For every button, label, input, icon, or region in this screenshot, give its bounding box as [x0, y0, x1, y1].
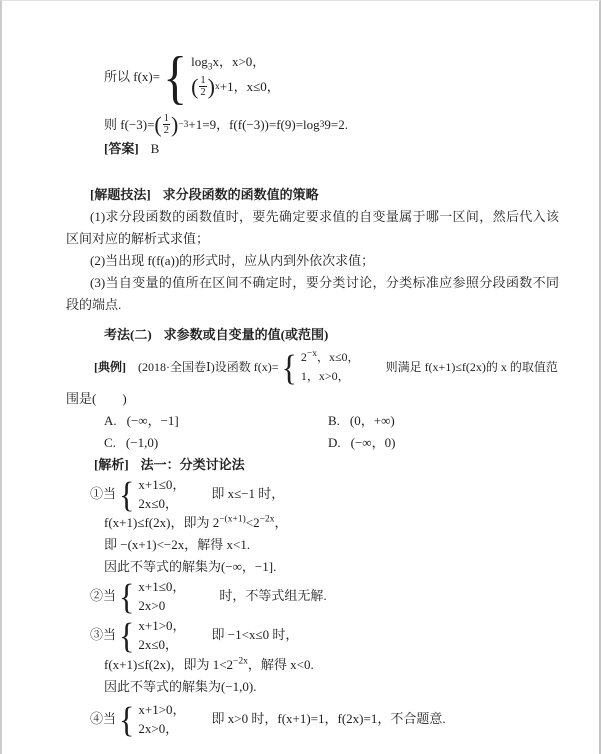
piecewise-case-top: [191, 52, 280, 71]
eval-tail-text: 9=2.: [324, 116, 348, 132]
case-1-ineq-bottom: 2x≤0，: [138, 496, 179, 511]
case-3-ineq-top: x+1>0，: [138, 618, 186, 633]
fraction-denominator: 2: [163, 125, 169, 136]
case-3-conclusion: 即 −1<x≤0 时，: [211, 627, 299, 642]
exponent-neg-x-plus-1: −(x+1): [219, 514, 246, 525]
option-b-value: (0，+∞): [349, 413, 395, 428]
right-paren: ): [170, 111, 179, 137]
section2-title: 求参数或自变量的值(或范围): [163, 327, 329, 342]
left-brace-icon: {: [119, 575, 135, 617]
derivation-1-text: f(x+1)≤f(2x)，即为 2: [104, 515, 220, 530]
option-c: [104, 432, 328, 454]
option-d: [328, 432, 552, 454]
example-case-top-condition: ，x≤0，: [316, 350, 360, 364]
example-case-top: [301, 348, 360, 367]
case-2-block: [90, 575, 559, 617]
log-function-text: log: [191, 53, 208, 69]
example-intro-text: (2018·全国卷Ⅰ)设函数 f(x)=: [138, 360, 279, 374]
section2-heading: [104, 324, 559, 346]
exponent-minus-x: −x: [306, 349, 317, 359]
left-brace-icon: {: [163, 43, 188, 111]
example-statement: [94, 346, 559, 388]
fraction-denominator: 2: [200, 87, 206, 98]
technique-label: [解题技法]: [90, 187, 151, 202]
case-2-conclusion: 时，不等式组无解.: [219, 588, 327, 603]
formula-fx-piecewise: [104, 43, 559, 111]
example-question-text: 则满足 f(x+1)≤f(2x)的 x 的取值范: [385, 360, 558, 374]
derivation-4-text: f(x+1)≤f(2x)，即为 1<2: [104, 657, 234, 672]
options-row-1: [104, 410, 559, 432]
formula-evaluation-line: 则 f(−3)= ( $\frac{1}{2}$ ) −3 +1=9，f(f(−3))=f(9)=log 3 9=2.: [104, 111, 348, 137]
option-a-letter: A.: [104, 413, 117, 428]
left-brace-icon: {: [119, 698, 135, 740]
eval-middle-text: +1=9，f(f(−3))=f(9)=log: [188, 116, 320, 132]
left-paren: (: [154, 111, 162, 137]
case-4-system: [138, 700, 185, 738]
option-c-value: (−1,0): [125, 435, 159, 450]
half-power-term: ( $\frac{1}{2}$ ) −3: [154, 111, 189, 137]
case-2-system: [138, 577, 185, 615]
case-2-ineq-top: x+1≤0，: [138, 579, 186, 594]
derivation-5: 因此不等式的解集为(−1,0).: [104, 679, 257, 694]
example-case-bottom: 1，x>0，: [300, 369, 350, 383]
case-2-marker: ②当: [90, 588, 117, 603]
option-d-letter: D.: [328, 435, 341, 450]
log-base-subscript: 3: [207, 62, 213, 73]
power-base: 2: [300, 350, 307, 364]
technique-item-2: (2)当出现 f(f(a))的形式时，应从内到外依次求值；: [90, 253, 375, 268]
case-2-ineq-bottom: 2x>0: [138, 598, 166, 613]
fraction-numerator: 1: [200, 75, 206, 86]
derivation-4-tail: ，解得 x<0.: [247, 657, 314, 672]
formula-lead-text: 所以 f(x)=: [104, 69, 161, 84]
case-4-ineq-bottom: 2x>0，: [138, 721, 179, 736]
case-1-block: [90, 473, 559, 515]
derivation-1: [104, 512, 559, 534]
option-a: [104, 410, 328, 432]
case-bottom-tail: +1，x≤0，: [219, 78, 280, 94]
example-label: [典例]: [94, 360, 126, 374]
eval-lead-text: 则 f(−3)=: [104, 116, 155, 132]
derivation-1-tail: ，: [274, 515, 288, 530]
example-question-continuation: 围是( ): [66, 391, 127, 406]
technique-item-3: (3)当自变量的值所在区间不确定时，要分类讨论，分类标准应参照分段函数不同段的端点.: [66, 275, 559, 312]
derivation-4: [104, 654, 559, 676]
left-brace-icon: {: [281, 346, 297, 388]
piecewise-case-bottom: ( $\frac{1}{2}$ ) x +1，x≤0，: [191, 71, 280, 103]
case-1-marker: ①当: [90, 486, 117, 501]
left-brace-icon: {: [119, 473, 135, 515]
left-brace-icon: {: [119, 614, 135, 656]
case-4-block: [90, 700, 559, 738]
derivation-3: 因此不等式的解集为(−∞，−1].: [104, 559, 277, 574]
options-row-2: [104, 432, 559, 454]
page-content: [2, 1, 599, 738]
left-paren: (: [191, 73, 199, 99]
option-c-letter: C.: [104, 435, 116, 450]
right-paren: ): [207, 73, 215, 99]
technique-item-1: (1)求分段函数的函数值时，要先确定要求值的自变量属于哪一区间，然后代入该区间对应的解析式求值；: [66, 209, 559, 246]
derivation-1-mid: <2: [245, 515, 260, 530]
case-3-marker: ③当: [90, 627, 117, 642]
case-3-system: [138, 616, 185, 654]
option-b-letter: B.: [328, 413, 340, 428]
case-1-conclusion: 即 x≤−1 时，: [211, 486, 285, 501]
case-1-system: [138, 475, 185, 513]
case-1-ineq-top: x+1≤0，: [138, 477, 186, 492]
technique-title: 求分段函数的函数值的策略: [162, 187, 319, 202]
case-4-conclusion: 即 x>0 时，f(x+1)=1，f(2x)=1，不合题意.: [211, 711, 446, 726]
case-3-block: [90, 616, 559, 654]
analysis-method: 法一：分类讨论法: [140, 457, 245, 472]
analysis-label: [解析]: [94, 457, 129, 472]
piecewise-cases: [191, 52, 280, 103]
example-piecewise-cases: [301, 348, 360, 386]
answer-line: [104, 138, 559, 160]
option-d-value: (−∞，0): [350, 435, 396, 450]
exponent-neg-2x: −2x: [259, 514, 275, 525]
analysis-heading: [94, 454, 559, 476]
option-a-value: (−∞，−1]: [126, 413, 179, 428]
exponent-neg-2x: −2x: [233, 656, 248, 667]
answer-label: [答案]: [104, 141, 139, 156]
case-4-marker: ④当: [90, 711, 117, 726]
fraction-numerator: 1: [163, 113, 169, 124]
case-3-ineq-bottom: 2x≤0，: [138, 637, 179, 652]
section2-label: 考法(二): [104, 327, 152, 342]
fraction-one-half: [163, 113, 170, 136]
fraction-one-half: [199, 75, 206, 98]
case-4-ineq-top: x+1>0，: [138, 702, 186, 717]
technique-heading: [90, 184, 559, 206]
derivation-2: 即 −(x+1)<−2x，解得 x<1.: [104, 537, 251, 552]
option-b: [328, 410, 552, 432]
case-top-condition: x，x>0，: [212, 53, 266, 69]
answer-value: B: [150, 141, 160, 156]
